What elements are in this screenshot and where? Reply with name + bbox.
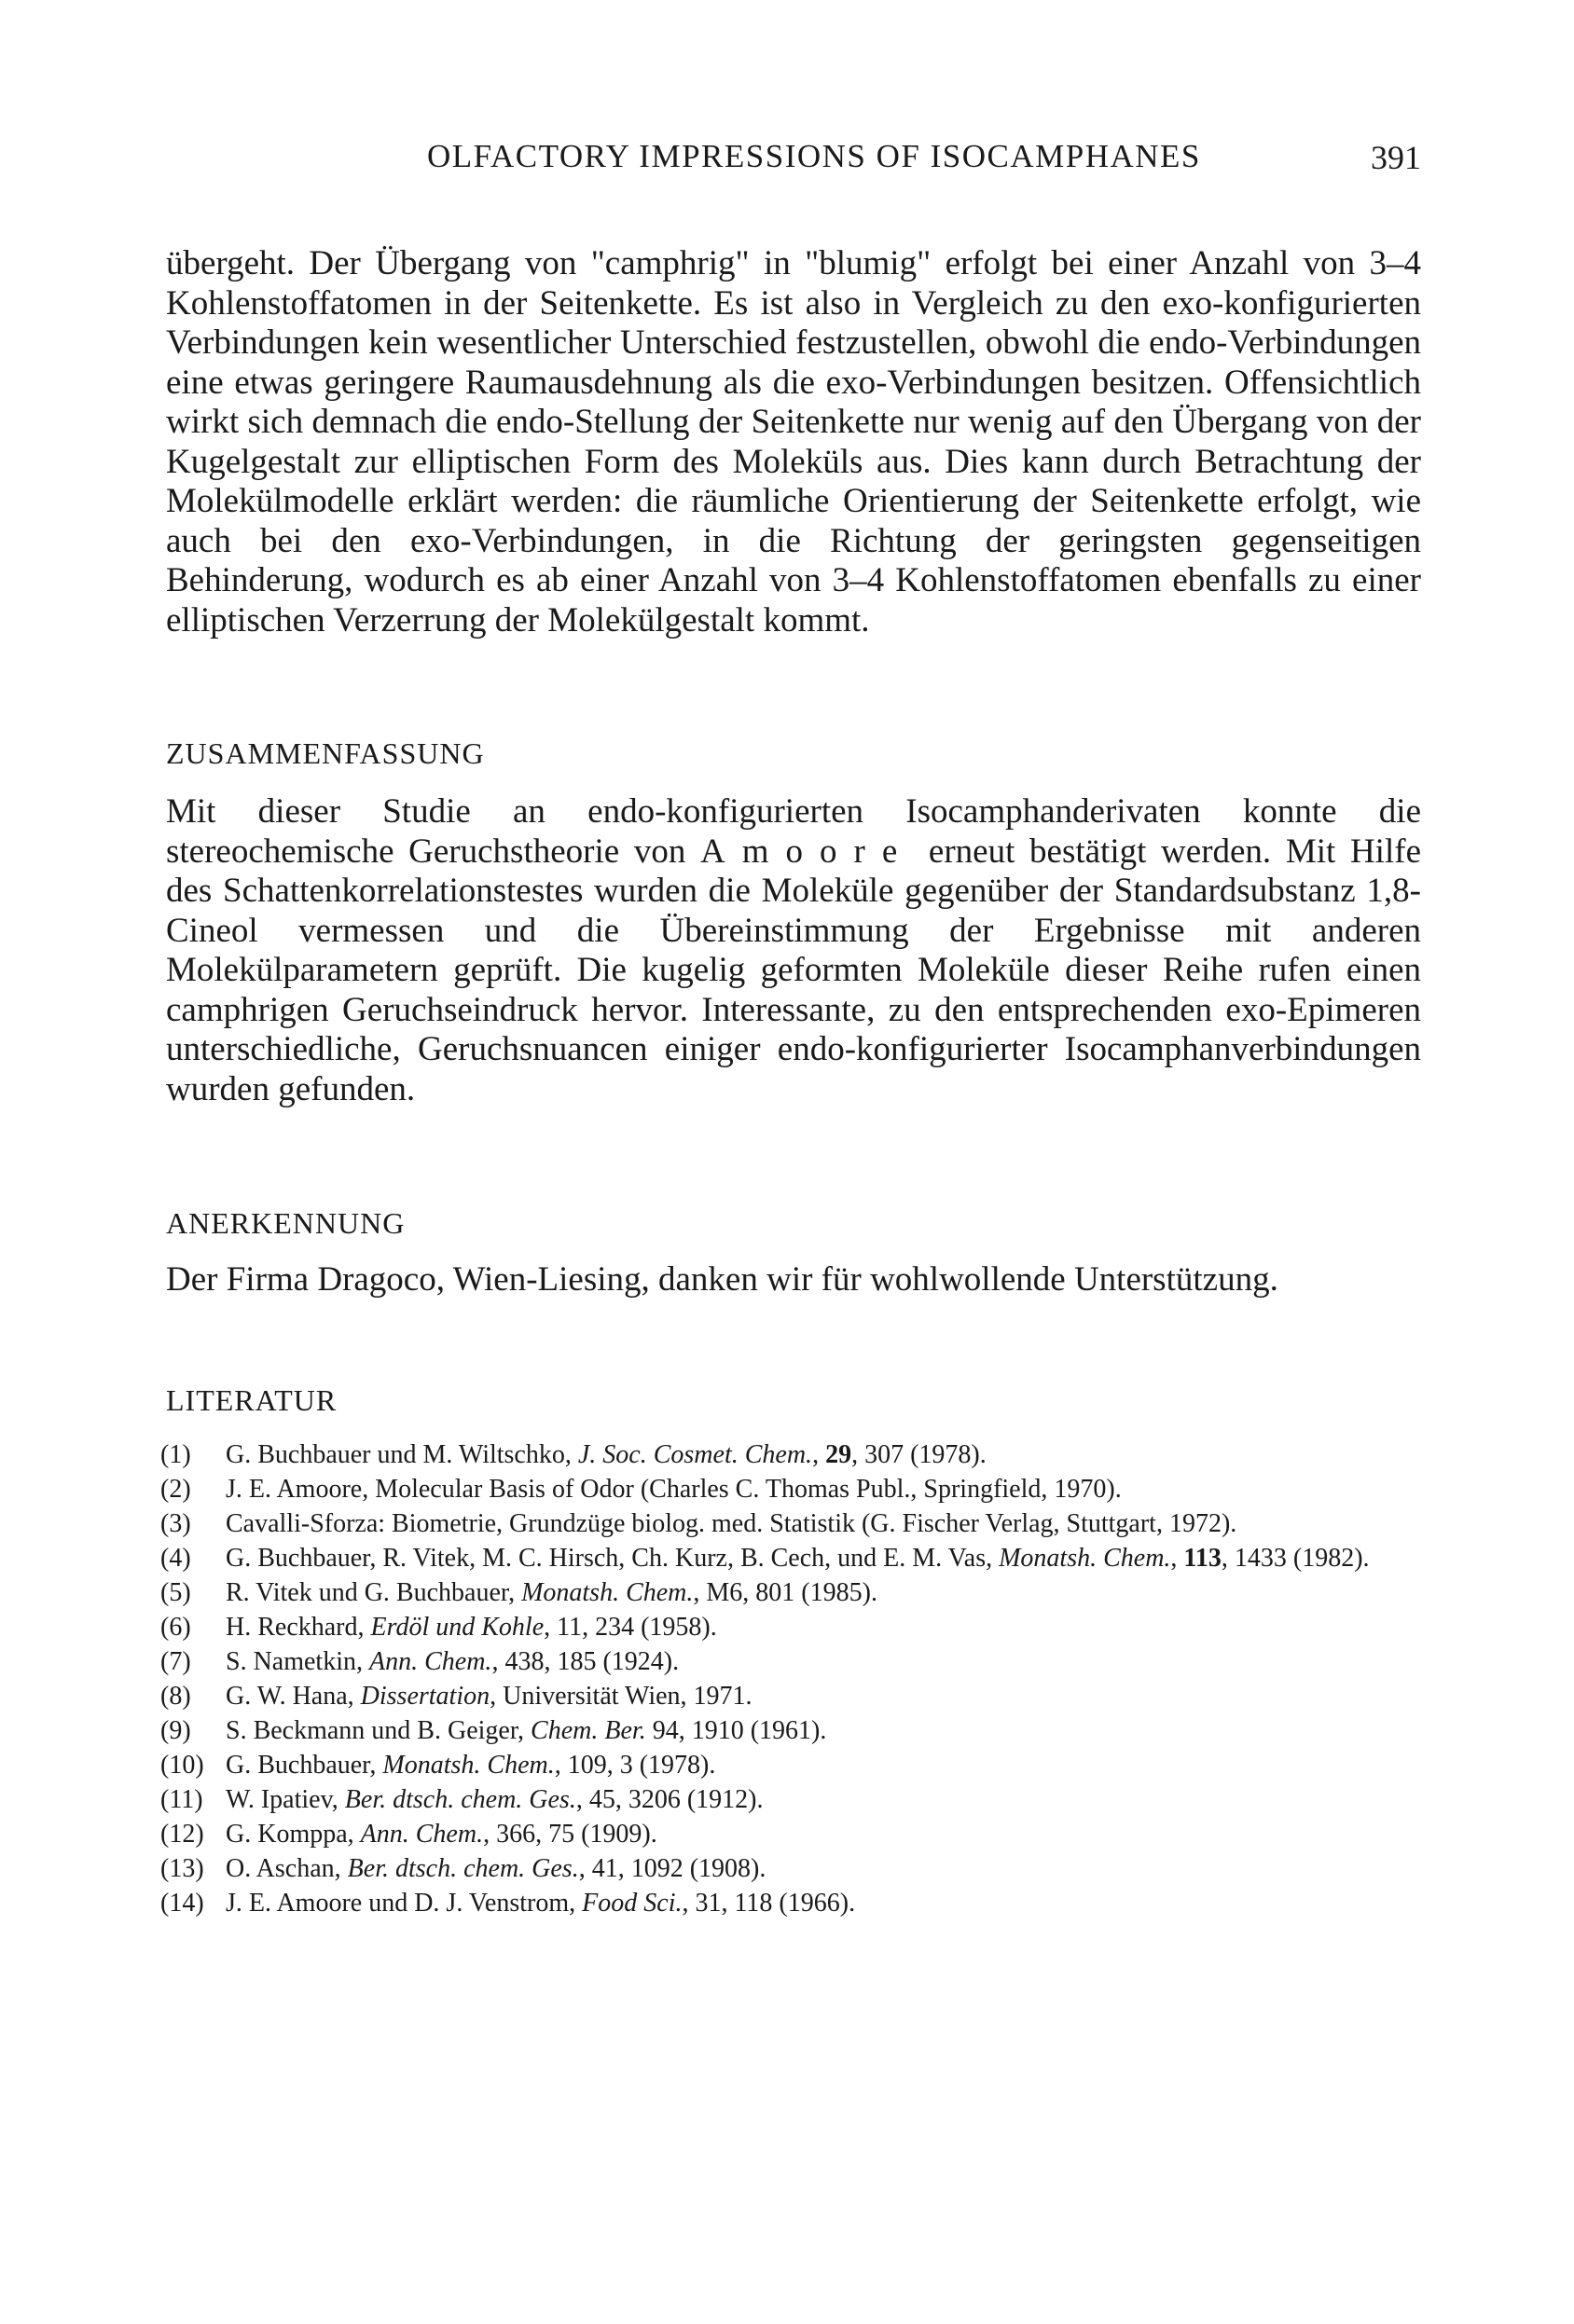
summary-author-name: Amoore	[700, 832, 915, 871]
reference-details: 94, 1910 (1961).	[645, 1716, 827, 1745]
reference-authors: G. Buchbauer,	[226, 1751, 383, 1780]
reference-item: (1) G. Buchbauer und M. Wiltschko, J. Soc. Cosmet. Chem., 29, 307 (1978).	[160, 1437, 1429, 1472]
reference-list	[160, 1437, 1429, 1920]
reference-authors: J. E. Amoore und D. J. Venstrom,	[226, 1889, 583, 1918]
reference-authors: H. Reckhard,	[226, 1613, 371, 1642]
reference-journal: Food Sci.	[582, 1889, 683, 1918]
reference-authors: R. Vitek und G. Buchbauer,	[226, 1578, 522, 1607]
reference-authors: S. Nametkin,	[226, 1647, 369, 1676]
reference-journal: Erdöl und Kohle	[370, 1613, 545, 1642]
reference-item	[160, 1644, 1429, 1679]
reference-item	[160, 1472, 1429, 1506]
reference-item	[160, 1506, 1429, 1541]
reference-volume: 113	[1183, 1544, 1222, 1573]
reference-authors: O. Aschan,	[226, 1854, 348, 1883]
reference-details: , 31, 118 (1966).	[682, 1889, 856, 1918]
reference-details: , Universität Wien, 1971.	[490, 1682, 752, 1711]
summary-text-before: Mit dieser Studie an endo-konfigurierten Isocamphanderivaten konnte die stereochemische Geruchstheorie von	[166, 792, 1421, 871]
reference-details: , 41, 1092 (1908).	[578, 1854, 766, 1883]
running-title: OLFACTORY IMPRESSIONS OF ISOCAMPHANES	[427, 138, 1201, 174]
running-head	[166, 138, 1421, 179]
reference-item	[160, 1851, 1429, 1886]
reference-journal: Dissertation	[360, 1682, 490, 1711]
reference-number: (10)	[160, 1751, 204, 1780]
summary-heading: ZUSAMMENFASSUNG	[166, 736, 485, 770]
summary-paragraph	[166, 792, 1421, 1109]
reference-item	[160, 1610, 1429, 1644]
summary-text-after: erneut bestätigt werden. Mit Hilfe des Schattenkorrelationstestes wurden die Moleküle gegenüber der Standardsubstanz 1,8-Cineol vermessen und die Übereinstimmung der Ergebnisse mit anderen Molekülparametern geprüft. Die kugelig geformten Moleküle dieser Reihe rufen einen camphrigen Geruchseindruck hervor. Interessante, zu den entsprechenden exo-Epimeren unterschiedliche, Geruchsnuancen einiger endo-konfigurierter Isocamphanverbindungen wurden gefunden.	[166, 832, 1421, 1108]
reference-journal: Ann. Chem.	[369, 1647, 492, 1676]
reference-authors: J. E. Amoore, Molecular Basis of Odor (Charles C. Thomas Publ., Springfield, 1970).	[226, 1475, 1122, 1504]
reference-item	[160, 1886, 1429, 1920]
reference-number: (1)	[160, 1440, 191, 1469]
literature-heading: LITERATUR	[166, 1383, 338, 1417]
reference-authors: W. Ipatiev,	[226, 1785, 345, 1814]
intro-section	[166, 244, 1421, 640]
reference-item	[160, 1817, 1429, 1851]
reference-journal: Monatsh. Chem.	[382, 1751, 555, 1780]
reference-item: (4) G. Buchbauer, R. Vitek, M. C. Hirsch, Ch. Kurz, B. Cech, und E. M. Vas, Monatsh. Chem., 113, 1433 (1982).	[160, 1541, 1429, 1575]
reference-volume: 29	[825, 1440, 852, 1469]
reference-number: (8)	[160, 1682, 191, 1711]
reference-details: , 438, 185 (1924).	[491, 1647, 680, 1676]
reference-authors: G. W. Hana,	[226, 1682, 361, 1711]
reference-item	[160, 1575, 1429, 1610]
reference-number: (11)	[160, 1785, 203, 1814]
reference-item	[160, 1748, 1429, 1782]
acknowledgement-section	[166, 1260, 1421, 1300]
reference-details: , 45, 3206 (1912).	[575, 1785, 764, 1814]
reference-authors: S. Beckmann und B. Geiger,	[226, 1716, 532, 1745]
acknowledgement-paragraph: Der Firma Dragoco, Wien-Liesing, danken wir für wohlwollende Unterstützung.	[166, 1260, 1278, 1299]
reference-number: (9)	[160, 1716, 191, 1745]
reference-journal: Ann. Chem.	[360, 1820, 484, 1849]
reference-authors: G. Buchbauer und M. Wiltschko,	[226, 1440, 578, 1469]
reference-number: (14)	[160, 1889, 204, 1918]
reference-number: (12)	[160, 1820, 204, 1849]
acknowledgement-heading: ANERKENNUNG	[166, 1206, 406, 1240]
reference-details: , 307 (1978).	[851, 1440, 987, 1469]
reference-authors: G. Komppa,	[226, 1820, 361, 1849]
reference-journal: Chem. Ber.	[531, 1716, 646, 1745]
intro-paragraph: übergeht. Der Übergang von "camphrig" in "blumig" erfolgt bei einer Anzahl von 3–4 Kohlenstoffatomen in der Seitenkette. Es ist also in Vergleich zu den exo-konfigurierten Verbindungen kein wesentlicher Unterschied festzustellen, obwohl die endo-Verbindungen eine etwas geringere Raumausdehnung als die exo-Verbindungen besitzen. Offensichtlich wirkt sich demnach die endo-Stellung der Seitenkette nur wenig auf den Übergang von der Kugelgestalt zur elliptischen Form des Moleküls aus. Dies kann durch Betrachtung der Molekülmodelle erklärt werden: die räumliche Orientierung der Seitenkette erfolgt, wie auch bei den exo-Verbindungen, in die Richtung der geringsten gegenseitigen Behinderung, wodurch es ab einer Anzahl von 3–4 Kohlenstoffatomen ebenfalls zu einer elliptischen Verzerrung der Molekülgestalt kommt.	[166, 244, 1421, 639]
reference-journal: J. Soc. Cosmet. Chem.	[577, 1440, 813, 1469]
reference-number: (3)	[160, 1509, 191, 1538]
reference-number: (6)	[160, 1613, 191, 1642]
reference-item	[160, 1782, 1429, 1817]
reference-details: , 11, 234 (1958).	[544, 1613, 717, 1642]
reference-details: , 1433 (1982).	[1221, 1544, 1370, 1573]
summary-section	[166, 792, 1421, 1109]
reference-details: , 366, 75 (1909).	[483, 1820, 657, 1849]
reference-number: (7)	[160, 1647, 191, 1676]
reference-number: (5)	[160, 1578, 191, 1607]
reference-journal: Ber. dtsch. chem. Ges.	[344, 1785, 576, 1814]
reference-number: (4)	[160, 1544, 191, 1573]
reference-number: (2)	[160, 1475, 191, 1504]
reference-details: , M6, 801 (1985).	[693, 1578, 877, 1607]
reference-details: , 109, 3 (1978).	[554, 1751, 716, 1780]
page-number: 391	[1371, 139, 1421, 176]
reference-authors: G. Buchbauer, R. Vitek, M. C. Hirsch, Ch. Kurz, B. Cech, und E. M. Vas,	[226, 1544, 1000, 1573]
reference-journal: Monatsh. Chem.	[521, 1578, 694, 1607]
reference-authors: Cavalli-Sforza: Biometrie, Grundzüge biolog. med. Statistik (G. Fischer Verlag, Stuttgart, 1972).	[226, 1509, 1237, 1538]
reference-number: (13)	[160, 1854, 204, 1883]
reference-item	[160, 1713, 1429, 1748]
reference-journal: Monatsh. Chem.	[999, 1544, 1171, 1573]
reference-item	[160, 1679, 1429, 1713]
reference-journal: Ber. dtsch. chem. Ges.	[347, 1854, 579, 1883]
